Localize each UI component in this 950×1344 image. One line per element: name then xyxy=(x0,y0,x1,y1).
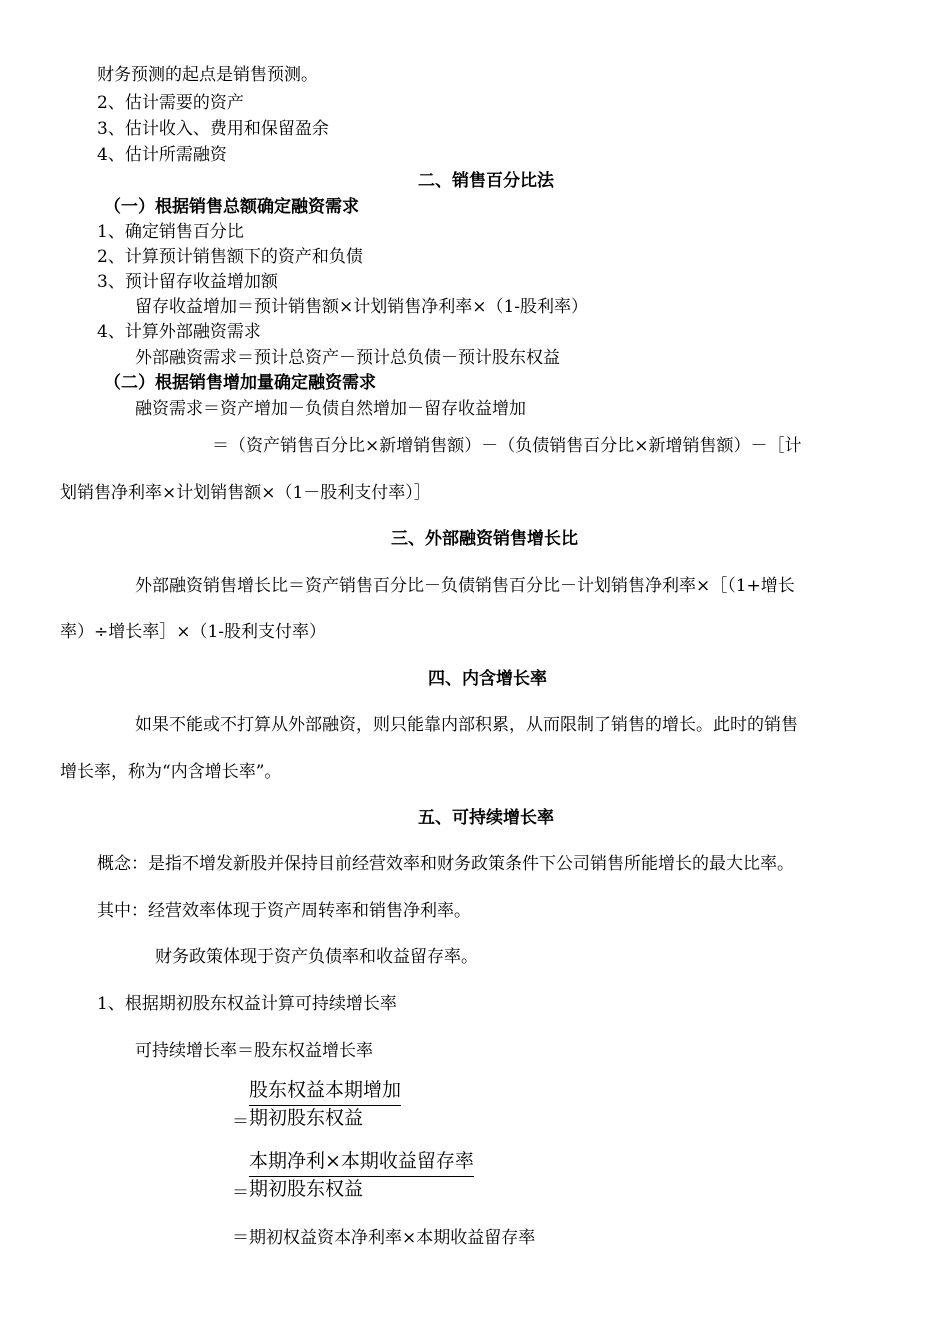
fraction-numerator: 股东权益本期增加 xyxy=(249,1078,401,1106)
section-heading: 三、外部融资销售增长比 xyxy=(391,529,578,549)
formula-line: 融资需求＝资产增加－负债自然增加－留存收益增加 xyxy=(135,399,526,419)
list-item: 4、估计所需融资 xyxy=(97,145,227,165)
section-heading: 二、销售百分比法 xyxy=(418,171,554,191)
list-item: 1、确定销售百分比 xyxy=(97,222,244,242)
paragraph: 如果不能或不打算从外部融资，则只能靠内部积累，从而限制了销售的增长。此时的销售 xyxy=(135,715,798,735)
fraction-denominator: 期初股东权益 xyxy=(249,1107,364,1129)
formula-line: ＝（资产销售百分比×新增销售额）－（负债销售百分比×新增销售额）－［计 xyxy=(212,436,802,456)
fraction-denominator: 期初股东权益 xyxy=(249,1178,364,1200)
list-item: 3、估计收入、费用和保留盈余 xyxy=(97,119,329,139)
formula-line: 率）÷增长率］×（1-股利支付率） xyxy=(60,622,327,642)
formula-line: 外部融资需求＝预计总资产－预计总负债－预计股东权益 xyxy=(135,348,560,368)
fraction xyxy=(249,1078,401,1130)
formula-line: 留存收益增加＝预计销售额×计划销售净利率×（1-股利率） xyxy=(135,297,589,317)
list-item: 2、估计需要的资产 xyxy=(97,93,244,113)
subsection-heading: （二）根据销售增加量确定融资需求 xyxy=(104,373,376,393)
formula-line: 可持续增长率＝股东权益增长率 xyxy=(135,1041,373,1061)
fraction-numerator: 本期净利×本期收益留存率 xyxy=(249,1149,474,1177)
paragraph: 其中：经营效率体现于资产周转率和销售净利率。 xyxy=(97,901,471,921)
section-heading: 五、可持续增长率 xyxy=(418,808,554,828)
subsection-heading: （一）根据销售总额确定融资需求 xyxy=(104,197,359,217)
equals-sign: ＝ xyxy=(232,1112,249,1132)
paragraph: 财务政策体现于资产负债率和收益留存率。 xyxy=(155,947,478,967)
formula-line: 外部融资销售增长比＝资产销售百分比－负债销售百分比－计划销售净利率×［（1+增长 xyxy=(135,576,795,596)
paragraph: 概念：是指不增发新股并保持目前经营效率和财务政策条件下公司销售所能增长的最大比率。 xyxy=(97,854,794,874)
list-item: 3、预计留存收益增加额 xyxy=(97,272,278,292)
paragraph: 增长率，称为“内含增长率”。 xyxy=(60,762,282,782)
list-item: 4、计算外部融资需求 xyxy=(97,322,261,342)
text-line: 财务预测的起点是销售预测。 xyxy=(97,65,318,85)
list-item: 2、计算预计销售额下的资产和负债 xyxy=(97,247,363,267)
list-item: 1、根据期初股东权益计算可持续增长率 xyxy=(97,994,397,1014)
fraction xyxy=(249,1149,474,1201)
section-heading: 四、内含增长率 xyxy=(428,669,547,689)
formula-line: ＝期初权益资本净利率×本期收益留存率 xyxy=(232,1228,536,1248)
equals-sign: ＝ xyxy=(232,1183,249,1203)
formula-line: 划销售净利率×计划销售额×（1－股利支付率）］ xyxy=(60,483,431,503)
